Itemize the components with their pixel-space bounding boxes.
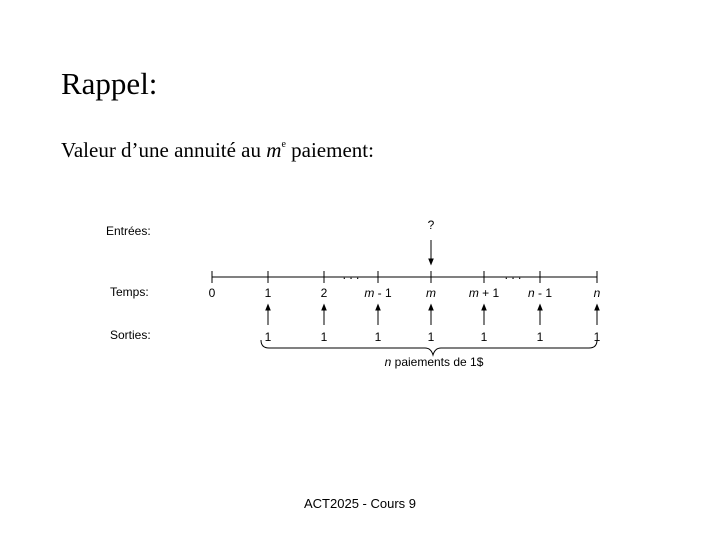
time-label-variable: m xyxy=(426,286,436,300)
subtitle-text-after: paiement: xyxy=(285,138,374,162)
outflow-value: 1 xyxy=(480,330,488,344)
slide-title: Rappel: xyxy=(61,66,158,101)
time-label xyxy=(469,286,500,300)
time-label-variable: n xyxy=(527,286,535,300)
brace-label-text: paiements de 1$ xyxy=(391,355,484,369)
time-label-text: - 1 xyxy=(534,286,553,300)
time-label xyxy=(364,286,392,300)
time-label-text: 1 xyxy=(264,286,272,300)
time-label-variable: m xyxy=(364,286,375,300)
row-label-outflows: Sorties: xyxy=(110,328,151,342)
brace-label-variable: n xyxy=(384,355,392,369)
time-labels xyxy=(209,286,601,300)
row-label-time: Temps: xyxy=(110,285,149,299)
time-label-text: 2 xyxy=(320,286,328,300)
time-label xyxy=(321,286,328,300)
outflow-value: 1 xyxy=(427,330,435,344)
time-label-variable: n xyxy=(593,286,601,300)
time-label-text: 0 xyxy=(208,286,216,300)
outflow-value: 1 xyxy=(593,330,601,344)
outflow-value: 1 xyxy=(320,330,328,344)
outflow-arrows xyxy=(265,307,601,344)
row-label-entries: Entrées: xyxy=(106,224,151,238)
time-label-text: + 1 xyxy=(478,286,500,300)
time-label xyxy=(209,286,216,300)
entry-value: ? xyxy=(427,218,435,232)
outflow-value: 1 xyxy=(536,330,544,344)
time-label-variable: m xyxy=(468,286,479,300)
time-label xyxy=(594,286,601,300)
ellipsis-left: . . . xyxy=(342,268,360,282)
time-label-text: - 1 xyxy=(374,286,392,300)
ellipsis-right: . . . xyxy=(504,268,522,282)
outflow-value: 1 xyxy=(264,330,272,344)
time-label xyxy=(528,286,552,300)
subtitle-text-before: Valeur d’une annuité au xyxy=(61,138,267,162)
brace-label xyxy=(385,355,484,369)
outflow-value: 1 xyxy=(374,330,382,344)
time-label xyxy=(426,286,436,300)
time-label xyxy=(265,286,272,300)
subtitle-variable: m xyxy=(266,138,282,162)
subtitle-superscript: e xyxy=(281,139,286,150)
footer-text: ACT2025 - Cours 9 xyxy=(304,496,416,511)
